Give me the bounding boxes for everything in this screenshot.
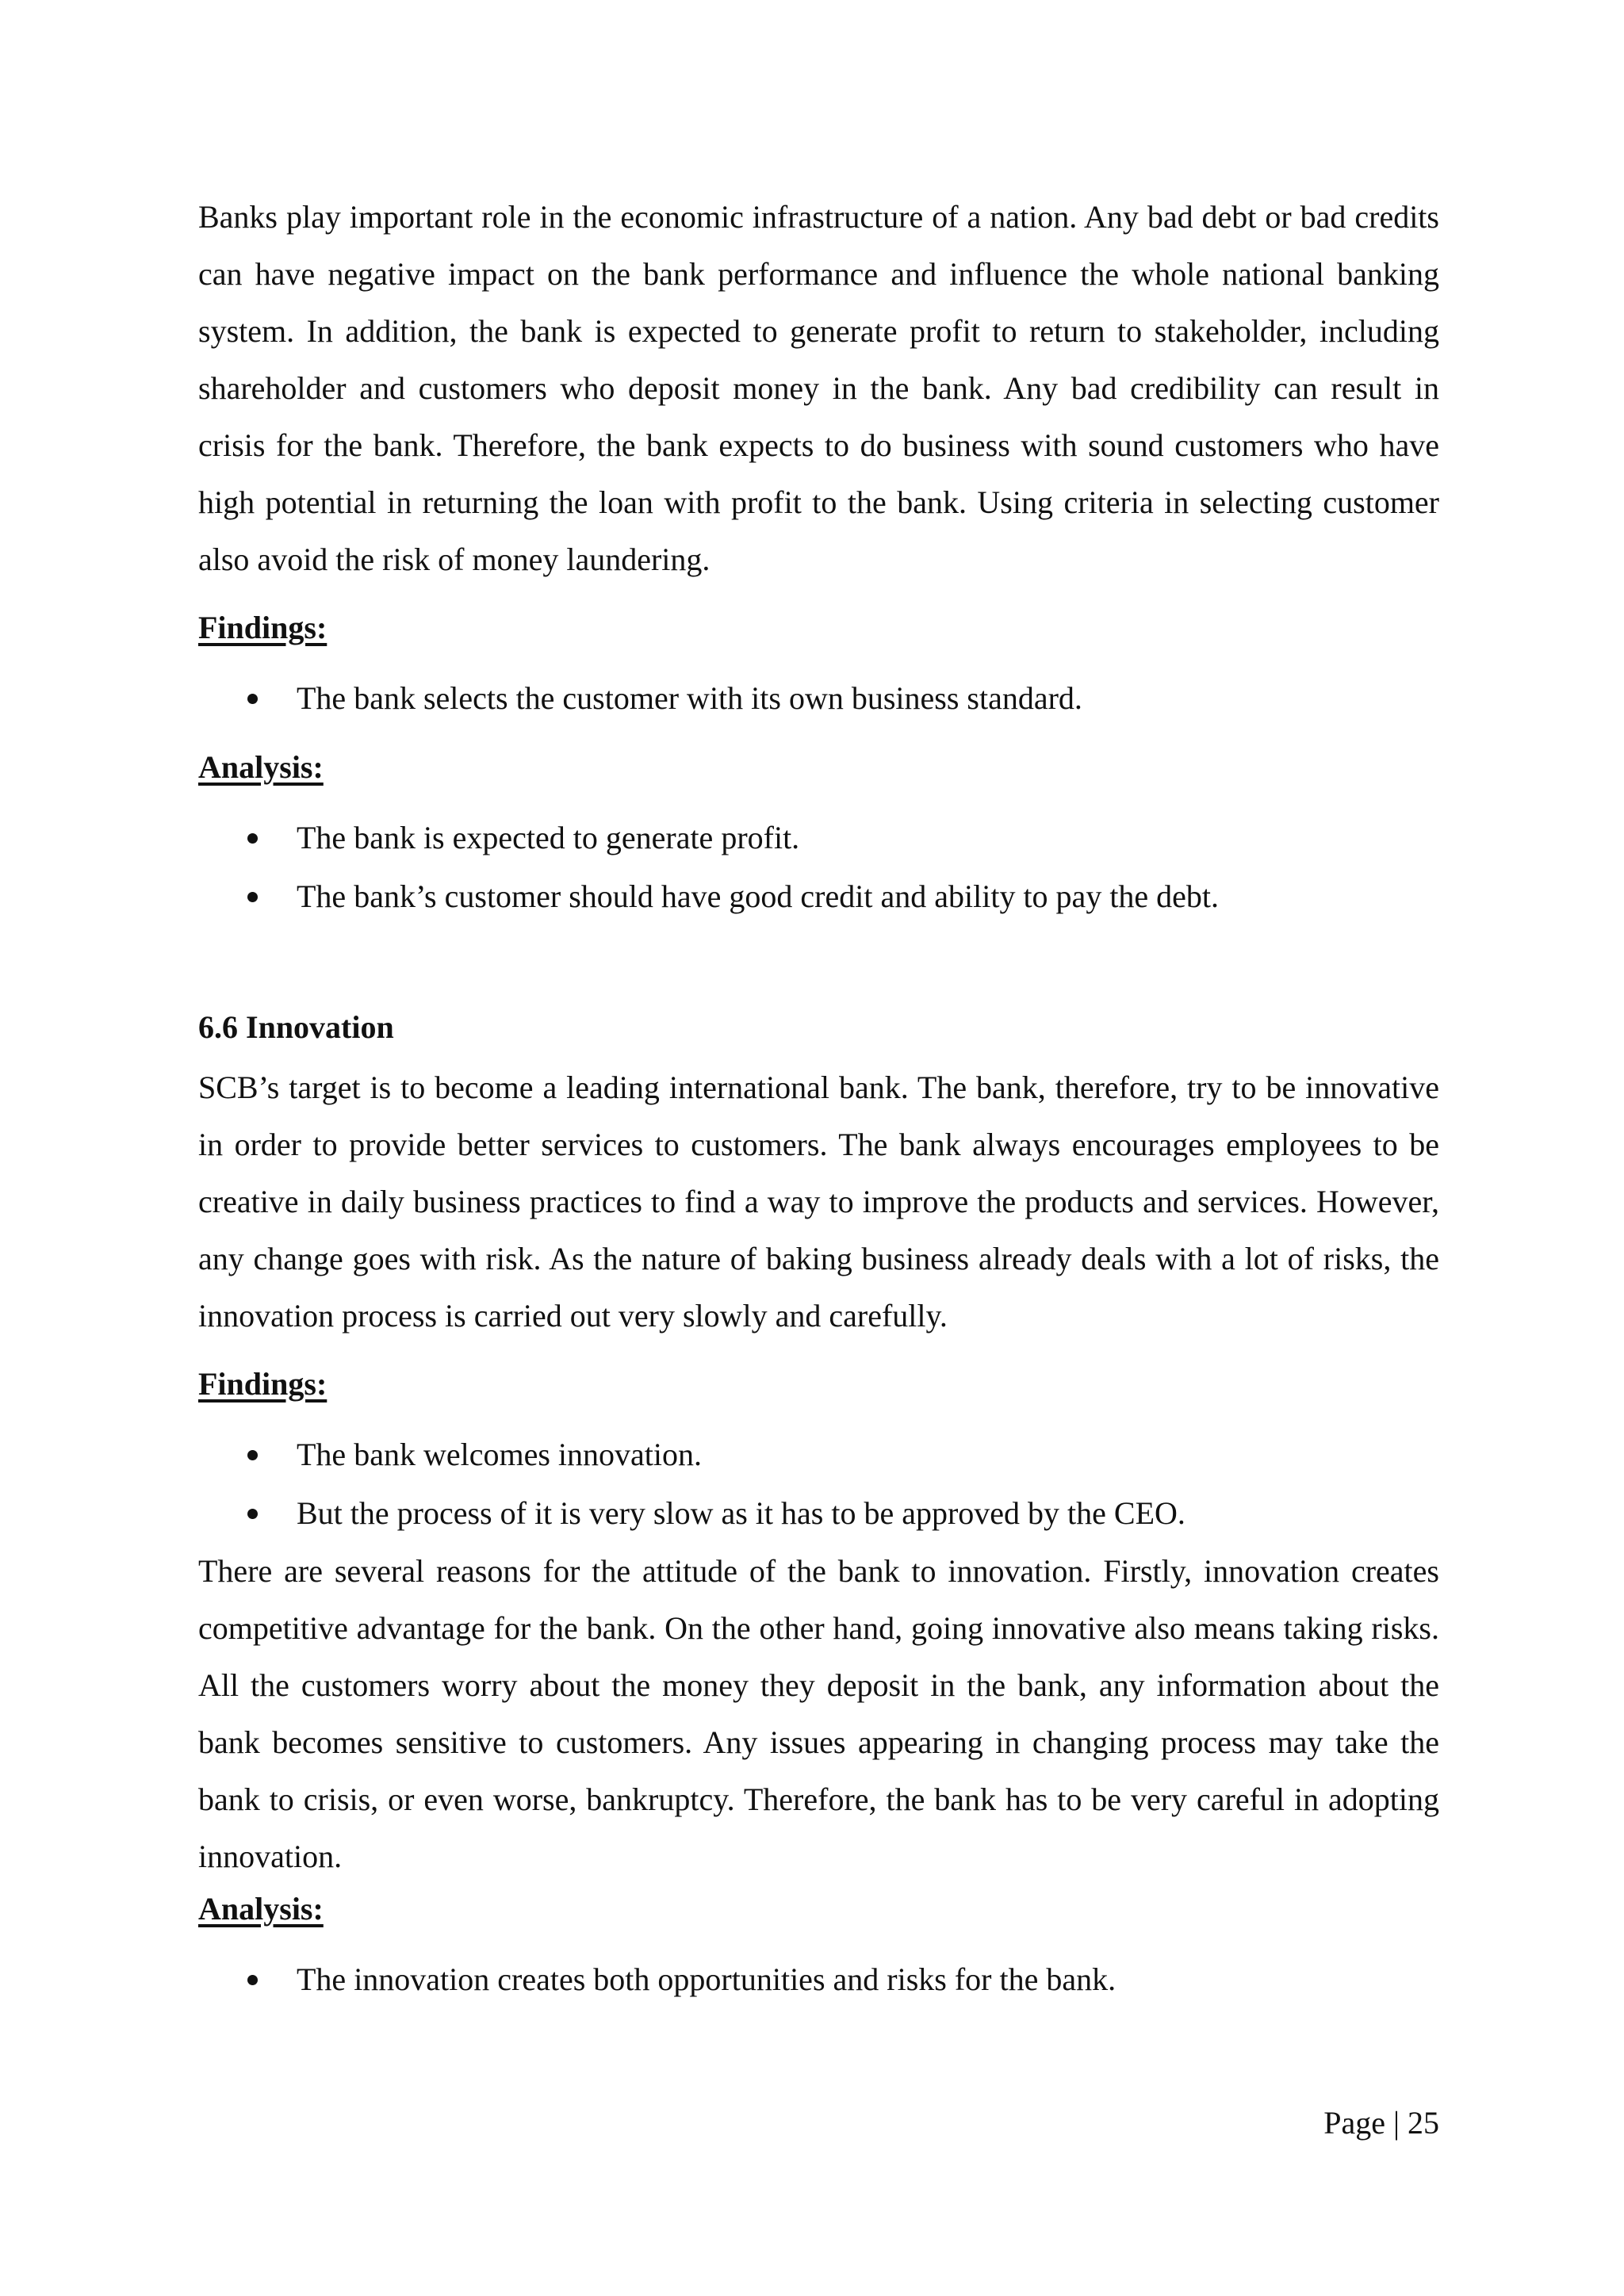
- list-item: The bank welcomes innovation.: [297, 1425, 1439, 1484]
- bullet-icon: [247, 833, 258, 844]
- section-title: 6.6 Innovation: [198, 1009, 394, 1045]
- analysis-list: [198, 809, 1439, 926]
- list-item: The bank is expected to generate profit.: [297, 809, 1439, 867]
- list-item: The bank selects the customer with its own business standard.: [297, 669, 1439, 728]
- analysis-list: [198, 1950, 1439, 2009]
- bullet-icon: [247, 694, 258, 704]
- list-item: The bank’s customer should have good credit and ability to pay the debt.: [297, 867, 1439, 926]
- bullet-icon: [247, 1975, 258, 1985]
- bullet-icon: [247, 1450, 258, 1460]
- list-item: The innovation creates both opportunities and risks for the bank.: [297, 1950, 1439, 2009]
- reasons-paragraph: There are several reasons for the attitude of the bank to innovation. Firstly, innovation creates competitive advantage for the bank. On the other hand, going innovative also means taking risks. All the customers worry about the money they deposit in the bank, any information about the bank becomes sensitive to customers. Any issues appearing in changing process may take the bank to crisis, or even worse, bankruptcy. Therefore, the bank has to be very careful in adopting innovation.: [198, 1553, 1439, 1874]
- bullet-icon: [247, 892, 258, 902]
- list-item: But the process of it is very slow as it has to be approved by the CEO.: [297, 1484, 1439, 1543]
- findings-list: [198, 1425, 1439, 1543]
- innovation-paragraph: SCB’s target is to become a leading international bank. The bank, therefore, try to be innovative in order to provide better services to customers. The bank always encourages employees to be creative in daily business practices to find a way to improve the products and services. However, any change goes with risk. As the nature of baking business already deals with a lot of risks, the innovation process is carried out very slowly and carefully.: [198, 1070, 1439, 1334]
- findings-list: [198, 669, 1439, 728]
- page-content: [198, 189, 1439, 2009]
- bullet-icon: [247, 1509, 258, 1519]
- findings-heading: Findings:: [198, 1366, 327, 1402]
- findings-heading: Findings:: [198, 610, 327, 645]
- intro-paragraph: Banks play important role in the economic infrastructure of a nation. Any bad debt or bad credits can have negative impact on the bank performance and influence the whole national banking system. In addition, the bank is expected to generate profit to return to stakeholder, including shareholder and customers who deposit money in the bank. Any bad credibility can result in crisis for the bank. Therefore, the bank expects to do business with sound customers who have high potential in returning the loan with profit to the bank. Using criteria in selecting customer also avoid the risk of money laundering.: [198, 199, 1439, 577]
- page-number: Page | 25: [1323, 2105, 1439, 2141]
- analysis-heading: Analysis:: [198, 1891, 324, 1927]
- analysis-heading: Analysis:: [198, 749, 324, 785]
